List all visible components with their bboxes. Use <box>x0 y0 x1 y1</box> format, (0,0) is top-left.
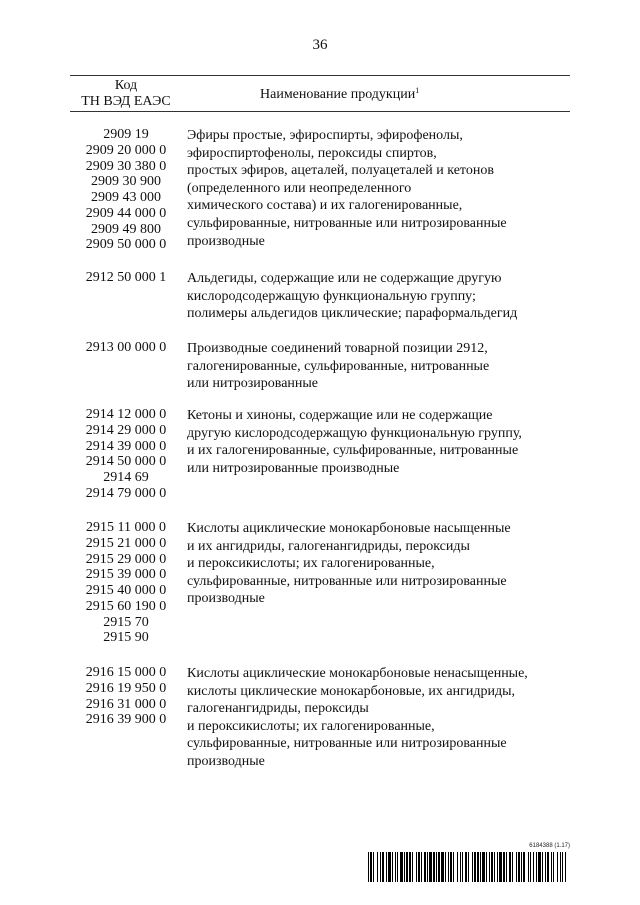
hs-code: 2909 50 000 0 <box>85 237 167 253</box>
hs-code: 2909 30 900 <box>91 174 161 190</box>
hs-code: 2915 60 190 0 <box>85 598 167 614</box>
product-description-cell <box>187 340 572 393</box>
code-header-line2: ТН ВЭД ЕАЭС <box>81 94 171 109</box>
table-header <box>70 78 570 112</box>
hs-code: 2909 19 <box>103 127 149 142</box>
hs-code: 2915 39 000 0 <box>85 567 167 583</box>
table-header-top-rule <box>70 75 570 76</box>
name-header-text: Наименование продукции <box>260 87 416 102</box>
hs-code: 2909 49 800 <box>91 221 161 237</box>
product-description-cell <box>187 665 572 771</box>
hs-code: 2916 15 000 0 <box>85 665 167 680</box>
description-line: и их галогенированные, сульфированные, нитрованные <box>187 443 519 459</box>
description-line: Кислоты ациклические монокарбоновые насыщенные <box>187 521 511 536</box>
footnote-marker: 1 <box>415 86 420 95</box>
description-line: и пероксикислоты; их галогенированные, <box>187 556 435 572</box>
description-line: галогенангидриды, пероксиды <box>187 701 369 717</box>
description-line: и их ангидриды, галогенангидриды, пероксиды <box>187 538 470 554</box>
description-line: Кетоны и хиноны, содержащие или не содержащие <box>187 408 493 423</box>
code-header-line1: Код <box>114 78 138 93</box>
description-line: химического состава) и их галогенированные, <box>187 198 463 214</box>
hs-code: 2913 00 000 0 <box>85 340 167 355</box>
hs-code: 2915 11 000 0 <box>86 520 166 535</box>
product-description-cell <box>187 520 572 608</box>
hs-code: 2915 70 <box>103 614 149 630</box>
hs-code: 2914 12 000 0 <box>85 407 167 422</box>
description-line: производные <box>187 753 265 769</box>
hs-code: 2909 20 000 0 <box>85 142 167 158</box>
barcode-number: 6184388 (1.17) <box>529 843 570 849</box>
hs-codes-cell <box>70 127 182 253</box>
hs-code: 2914 79 000 0 <box>85 485 167 501</box>
description-line: сульфированные, нитрованные или нитрозированные <box>187 736 507 752</box>
description-line: или нитрозированные производные <box>187 460 400 476</box>
description-line: галогенированные, сульфированные, нитрованные <box>187 358 490 374</box>
description-line: другую кислородсодержащую функциональную группу, <box>187 425 522 441</box>
hs-code: 2914 50 000 0 <box>85 454 167 470</box>
description-line: простых эфиров, ацеталей, полуацеталей и кетонов <box>187 163 494 179</box>
hs-code: 2914 69 <box>103 470 149 485</box>
product-description-cell <box>187 407 572 477</box>
hs-code: 2915 21 000 0 <box>85 535 167 551</box>
description-line: Альдегиды, содержащие или не содержащие другую <box>187 271 502 286</box>
hs-code: 2915 40 000 0 <box>85 583 167 598</box>
hs-codes-cell <box>70 520 182 646</box>
name-column-header <box>260 87 419 103</box>
description-line: сульфированные, нитрованные или нитрозированные <box>187 573 507 589</box>
description-line: и пероксикислоты; их галогенированные, <box>187 718 435 734</box>
description-line: эфироспиртофенолы, пероксиды спиртов, <box>187 145 437 161</box>
hs-code: 2909 43 000 <box>91 190 161 205</box>
product-description-cell <box>187 127 572 250</box>
description-line: или нитрозированные <box>187 376 319 392</box>
description-line: (определенного или неопределенного <box>187 180 412 196</box>
hs-code: 2915 29 000 0 <box>85 551 167 567</box>
barcode-bar <box>566 852 569 882</box>
hs-codes-cell <box>70 270 182 286</box>
table-header-bottom-rule <box>70 111 570 112</box>
description-line: полимеры альдегидов циклические; параформальдегид <box>187 306 518 322</box>
hs-code: 2916 19 950 0 <box>85 680 167 696</box>
page-number: 36 <box>312 37 328 53</box>
description-line: кислоты циклические монокарбоновые, их ангидриды, <box>187 683 516 699</box>
description-line: производные <box>187 233 265 249</box>
description-line: Кислоты ациклические монокарбоновые ненасыщенные, <box>187 666 528 681</box>
hs-code: 2909 30 380 0 <box>85 158 167 174</box>
hs-codes-cell <box>70 407 182 502</box>
code-column-header <box>70 78 182 110</box>
product-description-cell <box>187 270 572 323</box>
barcode <box>368 852 570 882</box>
description-line: Эфиры простые, эфироспирты, эфирофенолы, <box>187 128 463 143</box>
hs-codes-cell <box>70 340 182 356</box>
description-line: производные <box>187 591 265 607</box>
description-line: сульфированные, нитрованные или нитрозированные <box>187 215 507 231</box>
hs-code: 2909 44 000 0 <box>85 205 167 221</box>
hs-code: 2915 90 <box>103 630 149 646</box>
hs-codes-cell <box>70 665 182 728</box>
hs-code: 2916 39 900 0 <box>85 712 167 728</box>
hs-code: 2912 50 000 1 <box>85 270 167 285</box>
hs-code: 2914 29 000 0 <box>85 422 167 438</box>
hs-code: 2916 31 000 0 <box>85 696 167 712</box>
description-line: кислородсодержащую функциональную группу; <box>187 288 476 304</box>
description-line: Производные соединений товарной позиции 2912, <box>187 341 488 356</box>
hs-code: 2914 39 000 0 <box>85 438 167 454</box>
